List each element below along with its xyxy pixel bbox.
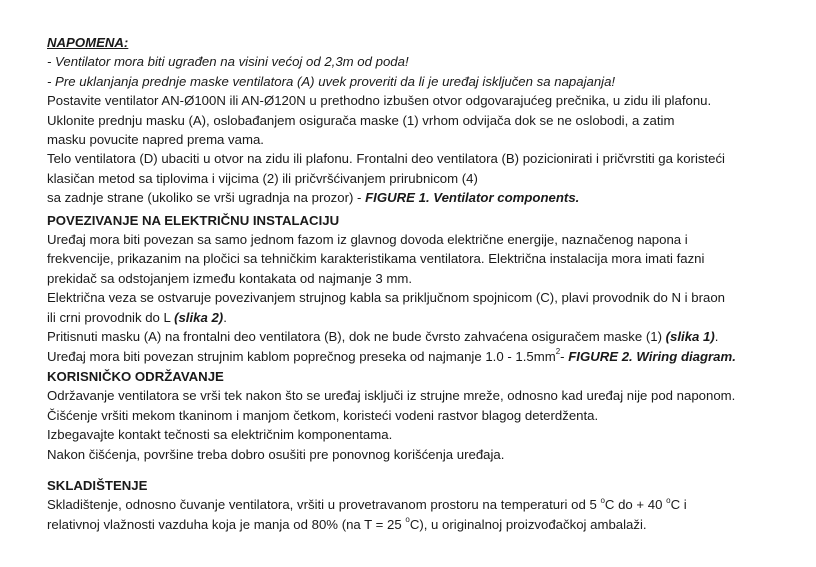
storage-heading: SKLADIŠTENJE <box>47 477 148 493</box>
electrical-line-7 <box>47 347 807 366</box>
note-section <box>47 33 807 91</box>
storage-line2-prefix: relativnoj vlažnosti vazduha koja je manja od 80% (na T = 25 <box>47 516 406 532</box>
note-line: - Ventilator mora biti ugrađen na visini većoj od 2,3m od poda! <box>47 54 409 70</box>
electrical-section <box>47 211 807 366</box>
degree-superscript: o <box>600 495 605 505</box>
install-line-last <box>47 188 807 207</box>
electrical-line5-suffix: . <box>223 309 227 325</box>
electrical-line6-suffix: . <box>714 329 719 345</box>
install-line: masku povucite napred prema vama. <box>47 132 264 148</box>
figure-1-reference: FIGURE 1. Ventilator components. <box>365 190 580 206</box>
squared-superscript: 2 <box>555 347 561 357</box>
install-line: Postavite ventilator AN-Ø100N ili AN-Ø120N u prethodno izbušen otvor odgovarajućeg prečnika, u zidu ili plafonu. <box>47 93 712 109</box>
install-line: Telo ventilatora (D) ubaciti u otvor na zidu ili plafonu. Frontalni deo ventilatora (B) pozicionirati i pričvrstiti ga koristeći <box>47 151 725 167</box>
maintenance-line: Održavanje ventilatora se vrši tek nakon što se uređaj isključi iz strujne mreže, odnosno kad uređaj nije pod naponom. <box>47 388 736 404</box>
storage-line1-suffix: C i <box>670 497 687 513</box>
maintenance-line: Čišćenje vršiti mekom tkaninom i manjom četkom, koristeći vodeni rastvor blagog deterdženta. <box>47 407 599 423</box>
figure-2-reference: FIGURE 2. Wiring diagram. <box>568 348 736 364</box>
electrical-heading: POVEZIVANJE NA ELEKTRIČNU INSTALACIJU <box>47 212 340 228</box>
install-line: klasičan metod sa tiplovima i vijcima (2) ili pričvršćivanjem prirubnicom (4) <box>47 170 478 186</box>
storage-section <box>47 476 807 534</box>
maintenance-line: Izbegavajte kontakt tečnosti sa električnim komponentama. <box>47 427 393 443</box>
electrical-line7-prefix: Uređaj mora biti povezan strujnim kablom poprečnog preseka od najmanje 1.0 - 1.5mm <box>47 348 556 364</box>
electrical-line5-prefix: ili crni provodnik do L <box>47 309 175 325</box>
electrical-line: prekidač sa odstojanjem između kontakata od najmanje 3 mm. <box>47 270 413 286</box>
note-title: NAPOMENA: <box>47 35 129 50</box>
storage-line1-mid: C do + 40 <box>604 497 667 513</box>
electrical-line-6 <box>47 327 807 346</box>
electrical-line: frekvencije, prikazanim na pločici sa tehničkim karakteristikama ventilatora. Električna instalacija mora imati fazni <box>47 251 705 267</box>
document-page <box>47 33 807 534</box>
storage-line-2 <box>47 515 807 534</box>
electrical-line: Uređaj mora biti povezan sa samo jednom fazom iz glavnog dovoda električne energije, naznačenog napona i <box>47 232 688 248</box>
slika-1-reference: (slika 1) <box>665 329 715 345</box>
storage-line1-prefix: Skladištenje, odnosno čuvanje ventilatora, vršiti u provetravanom prostoru na temperaturi od 5 <box>47 497 601 513</box>
maintenance-heading: KORISNIČKO ODRŽAVANJE <box>47 368 224 384</box>
maintenance-section <box>47 367 807 464</box>
electrical-line6-prefix: Pritisnuti masku (A) na frontalni deo ventilatora (B), dok ne bude čvrsto zahvaćena osiguračem maske (1) <box>47 329 666 345</box>
electrical-line7-dash: - <box>560 348 569 364</box>
slika-2-reference: (slika 2) <box>174 309 224 325</box>
install-last-prefix: sa zadnje strane (ukoliko se vrši ugradnja na prozor) - <box>47 190 366 206</box>
note-line: - Pre uklanjanja prednje maske ventilatora (A) uvek proveriti da li je uređaj isključen sa napajanja! <box>47 73 616 89</box>
maintenance-line: Nakon čišćenja, površine treba dobro osušiti pre ponovnog korišćenja uređaja. <box>47 446 505 462</box>
storage-line-1 <box>47 495 807 514</box>
degree-superscript: o <box>666 495 671 505</box>
electrical-line: Električna veza se ostvaruje povezivanjem strujnog kabla sa priključnom spojnicom (C), plavi provodnik do N i braon <box>47 290 726 306</box>
storage-line2-suffix: C), u originalnoj proizvođačkoj ambalaži. <box>409 516 647 532</box>
electrical-line-5 <box>47 308 807 327</box>
install-line: Uklonite prednju masku (A), oslobađanjem osigurača maske (1) vrhom odvijača dok se ne oslobodi, a zatim <box>47 112 675 128</box>
degree-superscript: o <box>405 515 410 525</box>
install-section <box>47 91 807 207</box>
